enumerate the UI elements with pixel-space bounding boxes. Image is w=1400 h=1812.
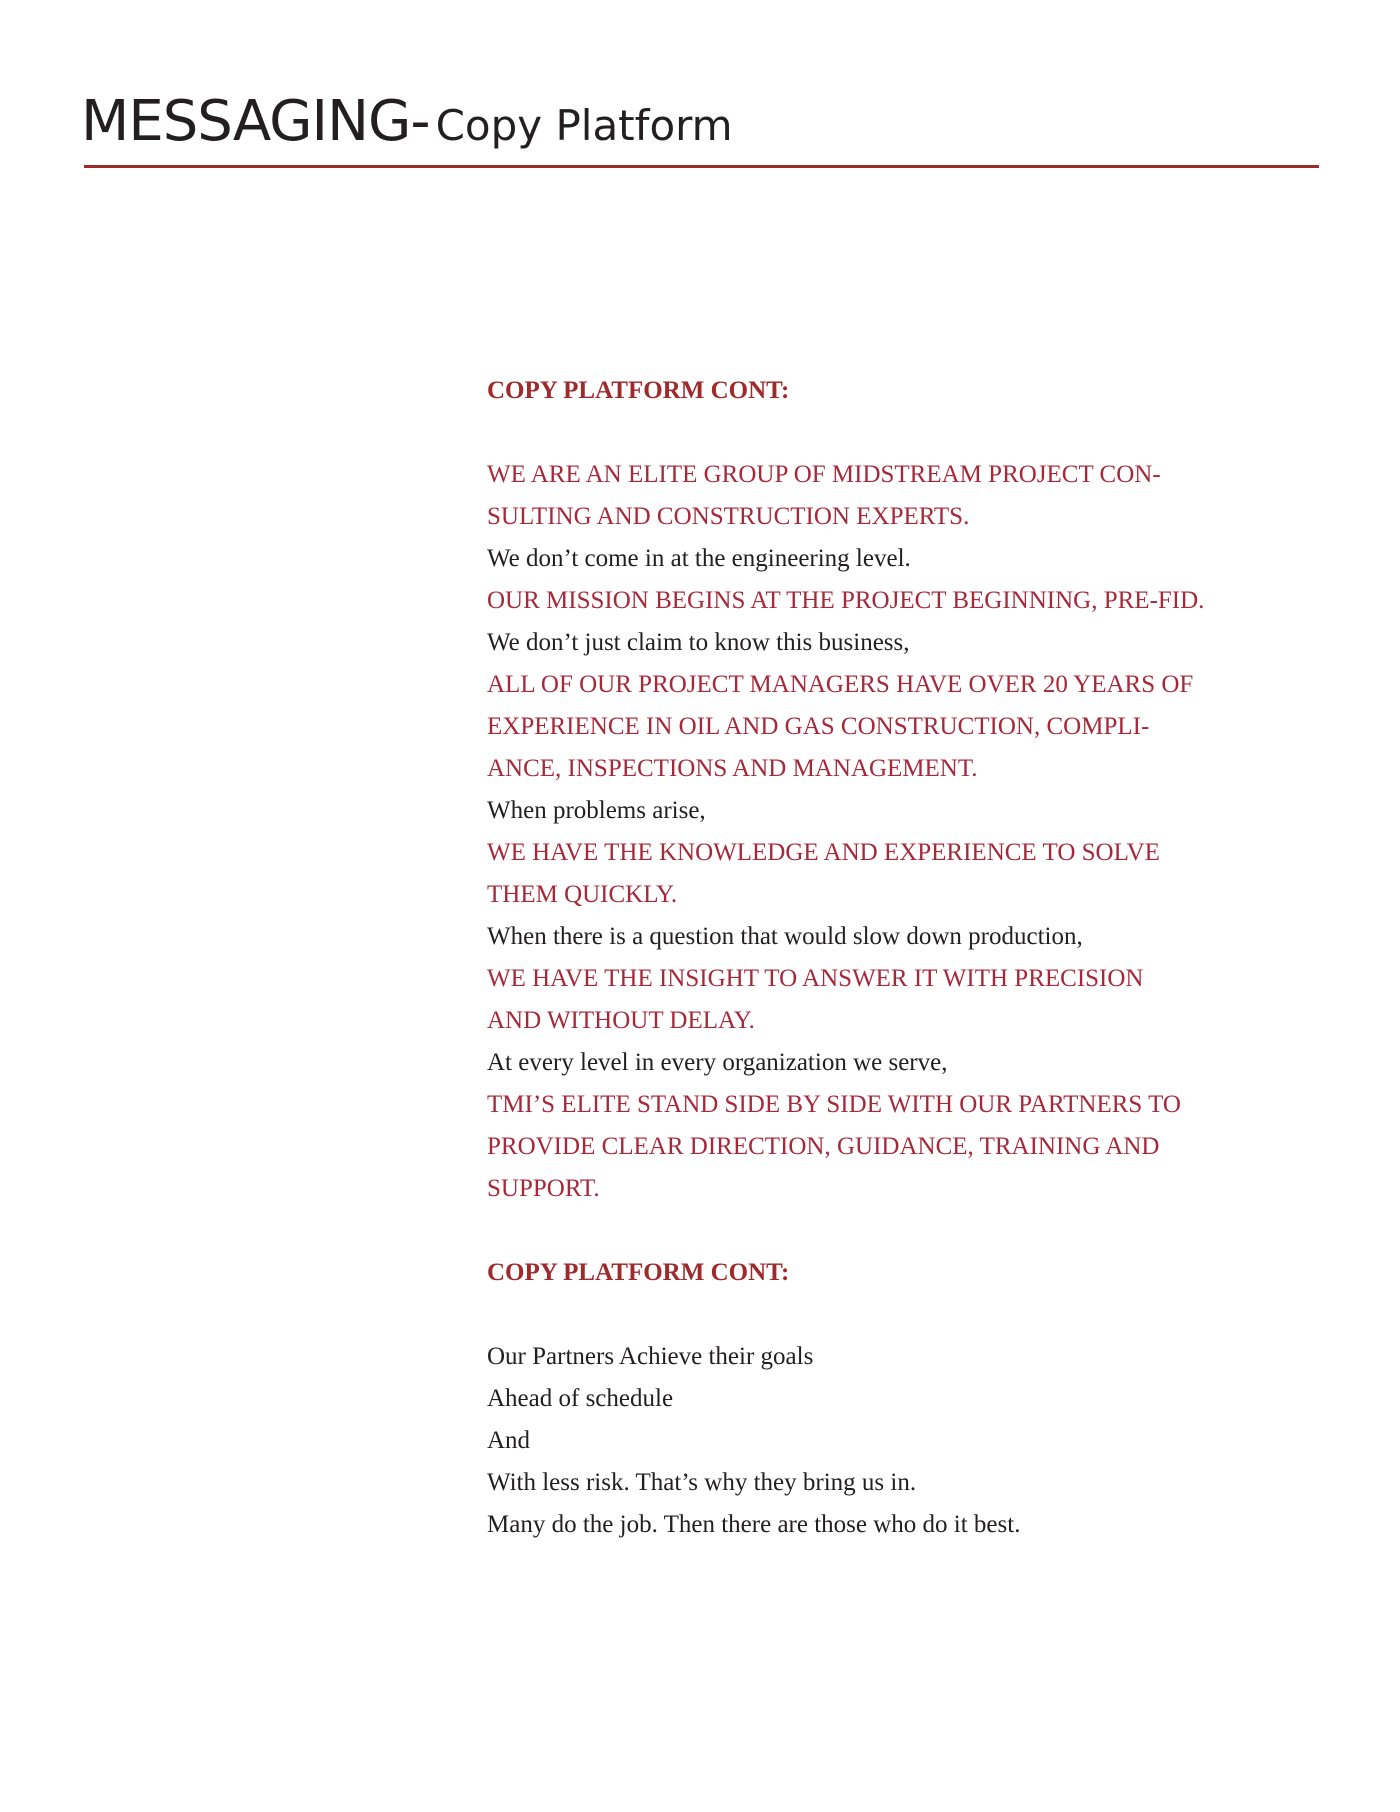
copy-line-accent: SUPPORT.: [487, 1175, 600, 1202]
copy-line-accent: AND WITHOUT DELAY.: [487, 1007, 755, 1034]
spacer: [487, 1294, 1267, 1336]
copy-line: We don’t come in at the engineering level.: [487, 545, 911, 572]
copy-line-accent: EXPERIENCE IN OIL AND GAS CONSTRUCTION, COMPLI-: [487, 713, 1150, 740]
copy-line-accent: ANCE, INSPECTIONS AND MANAGEMENT.: [487, 755, 978, 782]
copy-line: At every level in every organization we serve,: [487, 1049, 948, 1076]
page-title-main: MESSAGING-: [81, 89, 430, 154]
copy-line-accent: PROVIDE CLEAR DIRECTION, GUIDANCE, TRAINING AND: [487, 1133, 1160, 1160]
copy-line-accent: WE HAVE THE KNOWLEDGE AND EXPERIENCE TO SOLVE: [487, 839, 1160, 866]
copy-line-accent: OUR MISSION BEGINS AT THE PROJECT BEGINNING, PRE-FID.: [487, 587, 1205, 614]
copy-line: When there is a question that would slow down production,: [487, 923, 1083, 950]
copy-line: With less risk. That’s why they bring us in.: [487, 1469, 917, 1496]
copy-line-accent: SULTING AND CONSTRUCTION EXPERTS.: [487, 503, 970, 530]
copy-line: Our Partners Achieve their goals: [487, 1343, 814, 1370]
page-title-sub: Copy Platform: [435, 101, 733, 150]
copy-platform-body: [487, 370, 1267, 1546]
section-heading: COPY PLATFORM CONT:: [487, 377, 790, 404]
copy-line: We don’t just claim to know this business,: [487, 629, 910, 656]
copy-line-accent: THEM QUICKLY.: [487, 881, 678, 908]
page-header: [81, 88, 1319, 168]
copy-line-accent: WE ARE AN ELITE GROUP OF MIDSTREAM PROJECT CON-: [487, 461, 1161, 488]
page-title: [81, 89, 733, 154]
copy-line: Many do the job. Then there are those who do it best.: [487, 1511, 1021, 1538]
spacer: [487, 412, 1267, 454]
copy-line: Ahead of schedule: [487, 1385, 674, 1412]
copy-line: When problems arise,: [487, 797, 706, 824]
section-heading: COPY PLATFORM CONT:: [487, 1259, 790, 1286]
copy-line: And: [487, 1427, 531, 1454]
spacer: [487, 1210, 1267, 1252]
copy-line-accent: WE HAVE THE INSIGHT TO ANSWER IT WITH PRECISION: [487, 965, 1144, 992]
header-divider: [84, 165, 1319, 168]
copy-line-accent: ALL OF OUR PROJECT MANAGERS HAVE OVER 20 YEARS OF: [487, 671, 1194, 698]
copy-line-accent: TMI’S ELITE STAND SIDE BY SIDE WITH OUR PARTNERS TO: [487, 1091, 1181, 1118]
